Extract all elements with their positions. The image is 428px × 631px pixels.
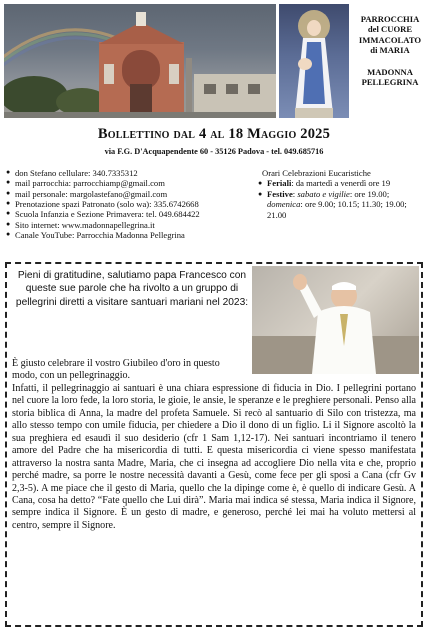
contact-text: mail personale: margolastefano@gmail.com <box>15 188 168 199</box>
weekday-label: Feriali <box>267 178 292 189</box>
church-photo <box>4 4 276 118</box>
bullet-icon: ● <box>258 189 263 198</box>
madonna-line: MADONNA <box>367 66 413 77</box>
contact-item <box>6 209 252 219</box>
holiday-label: Festive <box>267 188 293 199</box>
contact-text: mail parrocchia: parrocchiamp@gmail.com <box>15 178 165 189</box>
bulletin-title: Bollettino dal 4 al 18 Maggio 2025 <box>97 126 331 142</box>
weekday-times: : da martedì a venerdì ore 19 <box>291 178 391 189</box>
contact-item <box>6 220 252 230</box>
contact-item <box>6 230 252 240</box>
madonna-line: PELLEGRINA <box>361 77 419 88</box>
weekday-masses <box>258 178 424 188</box>
contact-text: Sito internet: www.madonnapellegrina.it <box>15 219 155 230</box>
header <box>4 4 424 118</box>
sunday-label: domenica <box>267 199 301 210</box>
bullet-icon: ● <box>6 198 11 207</box>
bullet-icon: ● <box>6 219 11 228</box>
contact-text: Scuola Infanzia e Sezione Primavera: tel. 049.684422 <box>15 209 200 220</box>
bullet-icon: ● <box>6 188 11 197</box>
parish-line: PARROCCHIA <box>360 14 420 24</box>
sunday-times: : ore 9.00; 10.15; 11.30; 19.00; 21.00 <box>267 199 407 220</box>
homily-first-paragraph: È giusto celebrare il vostro Giubileo d'oro in questo modo, con un pellegrinaggio. <box>12 358 220 382</box>
parish-address: via F.G. D'Acquapendente 60 - 35126 Padova - tel. 049.685716 <box>104 147 324 156</box>
saturday-label: sabato e vigilie <box>297 188 350 199</box>
homily-body: Infatti, il pellegrinaggio ai santuari è una chiara espressione di fiducia in Dio. I pellegrini portano nel cuore la loro fede, la loro storia, le gioie, le ansie, le speranze e le preghiere personali. Penso alla storia biblica di Anna, la madre del profeta Samuele. Si recò al santuario di Silo con tristezza, ma allo stesso tempo con umile fiducia, per chiedere a Dio il dono di un figlio. Li il Signore ascoltò la sua preghiera ed esaudì il suo desiderio (cfr 1 Sam 1,12-17). Nei santuari incontriamo il tenero amore del Padre che ha misericordia di tutti. E questa misericordia ci viene spesso manifestata attraverso la nostra santa Madre, Maria, che ci insegna ad accogliere Dio nella vita e che, proprio perché madre, sa porre le nostre necessità davanti a Gesù, come fece per gli sposi a Cana (cfr Gv 2,3-5). A me piace che il gesto di Maria, quello che la dipinge come è, è quello di indicare Gesù. A Cana, cosa ha detto? “Fate quello che Lui dirà”. Maria mai indica sé stessa, Maria indica il Signore, sempre indica il Signore. È un gesto di madre, e generoso, perché lei mai ha voluto mettersi al centro, sempre il Signore. <box>12 382 416 531</box>
bullet-icon: ● <box>6 178 11 187</box>
weekday-masses-text <box>267 178 390 188</box>
contact-text: Canale YouTube: Parrocchia Madonna Pellegrina <box>15 229 185 240</box>
madonna-pellegrina-title <box>353 67 427 88</box>
holiday-masses <box>258 189 424 220</box>
article-intro: Pieni di gratitudine, salutiamo papa Francesco con queste sue parole che ha rivolto a un gruppo di pellegrini diretti a visitare santuari mariani nel 2023: <box>15 270 249 308</box>
homily-text <box>12 358 416 532</box>
contact-item <box>6 189 252 199</box>
contacts-list <box>6 168 252 240</box>
bullet-icon: ● <box>6 209 11 218</box>
parish-line: del CUORE <box>367 24 413 35</box>
parish-line: IMMACOLATO <box>358 34 422 45</box>
holiday-masses-text: Festive: sabato e vigilie: ore 19.00; domenica: ore 9.00; 10.15; 11.30; 19.00; 21.00 <box>267 188 407 220</box>
mass-schedule <box>258 168 424 220</box>
contact-text: don Stefano cellulare: 340.7335312 <box>15 168 138 178</box>
mass-schedule-title: Orari Celebrazioni Eucaristiche <box>262 168 371 178</box>
saturday-times: : ore 19.00; <box>349 188 390 199</box>
parish-title <box>353 14 427 88</box>
bullet-icon: ● <box>6 229 11 238</box>
madonna-statue-photo <box>279 4 349 118</box>
parish-line: di MARIA <box>370 45 410 56</box>
bullet-icon: ● <box>258 179 263 188</box>
contact-item <box>6 178 252 188</box>
contact-item <box>6 199 252 209</box>
bullet-icon: ● <box>6 168 11 176</box>
contact-item <box>6 168 252 178</box>
contact-text: Prenotazione spazi Patronato (solo wa): 335.6742668 <box>15 198 199 209</box>
